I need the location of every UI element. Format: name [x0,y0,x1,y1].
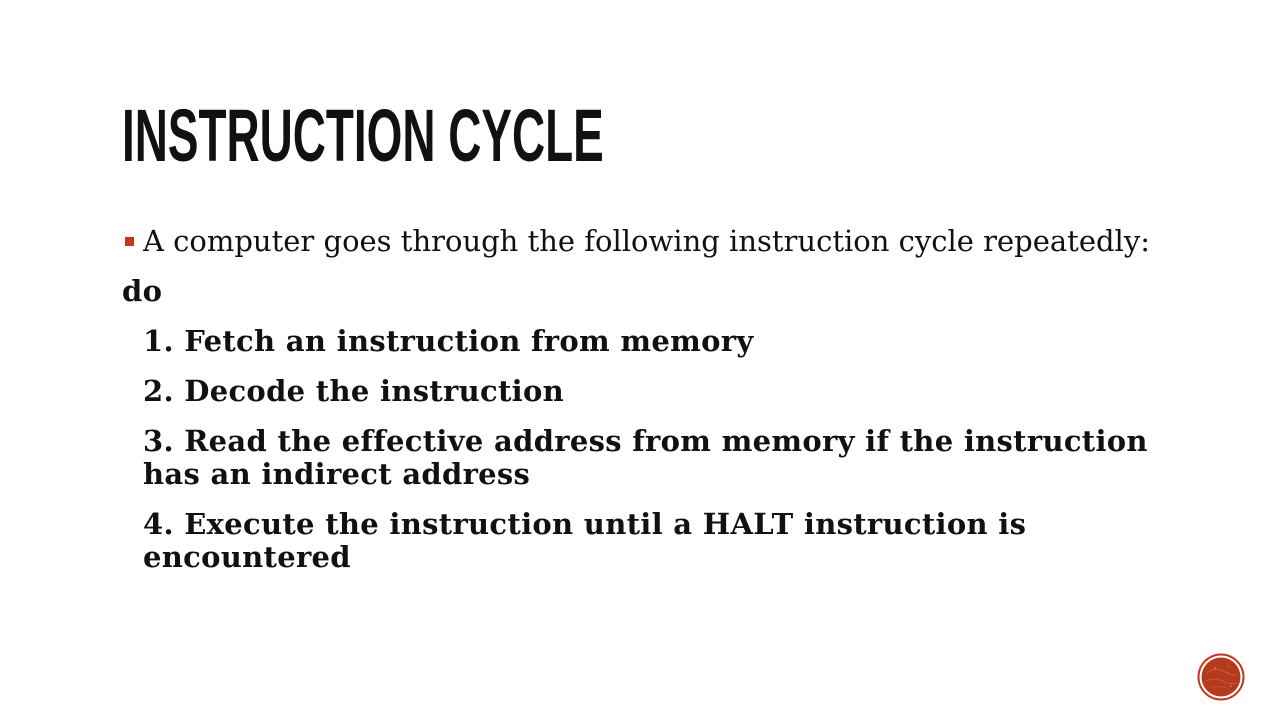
square-bullet-icon [125,237,134,246]
step-item: 1. Fetch an instruction from memory [143,324,754,358]
step-item: 4. Execute the instruction until a HALT instruction is encountered [143,507,1027,574]
step-item: 2. Decode the instruction [143,374,565,408]
do-keyword: do [122,274,163,308]
circle-logo-icon [1197,653,1245,701]
bullet-item [122,225,1162,258]
slide-content [122,225,1162,574]
slide-title: INSTRUCTION CYCLE [122,94,604,177]
step-item: 3. Read the effective address from memory if the instruction has an indirect address [143,424,1148,491]
bullet-text: A computer goes through the following instruction cycle repeatedly: [143,224,1150,258]
